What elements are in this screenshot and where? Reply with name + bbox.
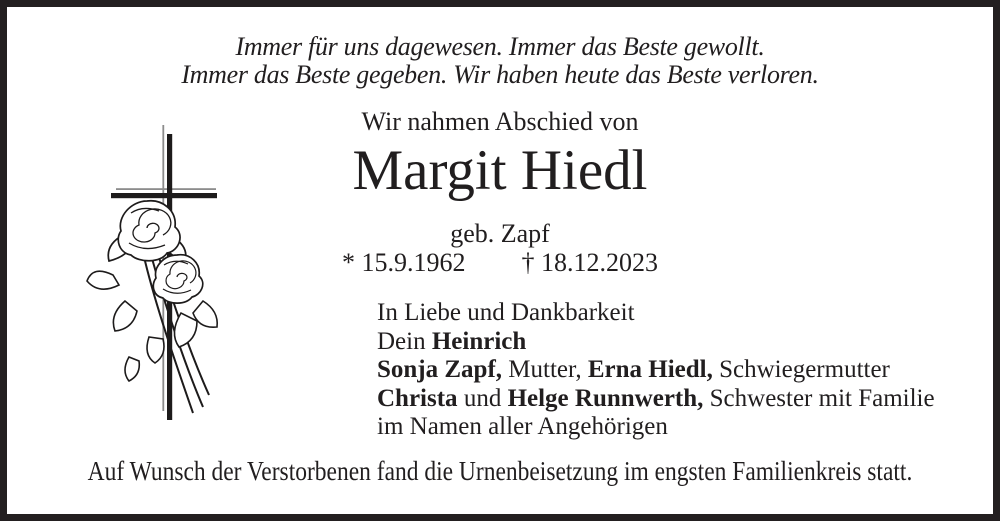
text-segment: Schwiegermutter xyxy=(712,356,890,383)
text-segment: Dein xyxy=(377,327,432,355)
text-segment: und xyxy=(457,384,508,412)
mourners-line xyxy=(377,328,935,357)
footer-note xyxy=(0,457,1000,485)
text-segment: Erna Hiedl, xyxy=(587,356,713,383)
epigraph xyxy=(0,33,1000,89)
text-segment: Schwester mit Familie xyxy=(703,384,935,412)
epigraph-line-1: Immer für uns dagewesen. Immer das Beste gewollt. xyxy=(235,32,765,61)
footer-note-text: Auf Wunsch der Verstorbenen fand die Urnenbeisetzung im engsten Familienkreis statt. xyxy=(87,456,913,486)
deceased-name: Margit Hiedl xyxy=(352,139,648,202)
text-segment: Christa xyxy=(377,384,458,412)
farewell-intro: Wir nahmen Abschied von xyxy=(361,107,639,136)
text-segment: Helge Runnwerth, xyxy=(507,384,704,412)
text-segment: Heinrich xyxy=(431,327,527,355)
mourners-line xyxy=(377,356,935,385)
mourners-line xyxy=(377,385,935,414)
text-segment: Sonja Zapf, xyxy=(377,356,503,383)
mourners-block xyxy=(377,299,935,442)
text-segment: im Namen aller Angehörigen xyxy=(377,413,668,440)
life-dates xyxy=(0,249,1000,277)
birth-date: * 15.9.1962 xyxy=(342,248,466,277)
epigraph-line-2: Immer das Beste gegeben. Wir haben heute das Beste verloren. xyxy=(181,60,819,89)
death-date: † 18.12.2023 xyxy=(521,248,658,277)
mourners-line xyxy=(377,299,935,328)
mourners-line xyxy=(377,413,935,442)
text-segment: In Liebe und Dankbarkeit xyxy=(377,299,635,326)
text-segment: Mutter, xyxy=(502,356,588,383)
maiden-name: geb. Zapf xyxy=(450,219,550,248)
